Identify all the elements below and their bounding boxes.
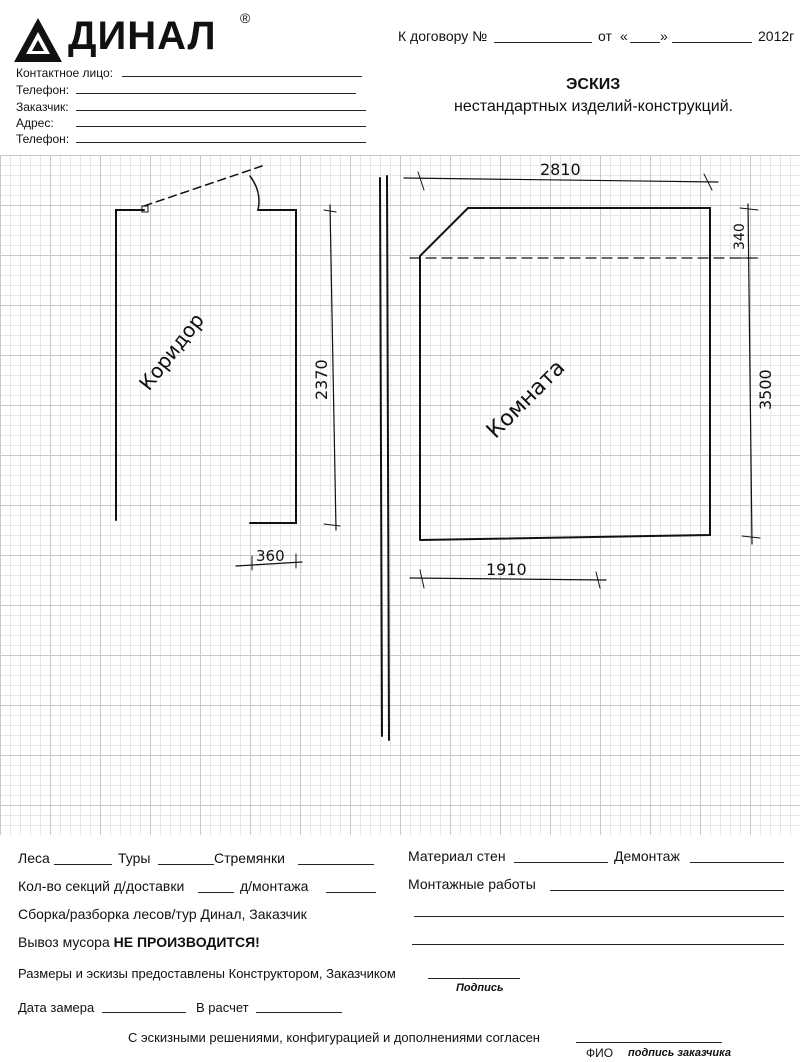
tury-line — [158, 864, 214, 865]
contact-person-label: Контактное лицо: — [16, 66, 113, 80]
trash-bold: НЕ ПРОИЗВОДИТСЯ! — [113, 934, 260, 950]
quote-open: « — [620, 28, 628, 44]
page-title: ЭСКИЗ — [566, 76, 621, 93]
corridor-label: Коридор — [134, 308, 209, 395]
signature-label: Подпись — [456, 982, 504, 994]
customer-label: Заказчик: — [16, 100, 69, 114]
sections-line — [198, 892, 234, 893]
fio-label: ФИО — [586, 1046, 614, 1060]
room-bottom-width-dim: 1910 — [486, 560, 527, 579]
extra-line-1 — [414, 916, 784, 917]
calc-line — [256, 1012, 342, 1013]
d-montazha-label: д/монтажа — [240, 878, 309, 894]
year: 2012г — [758, 28, 795, 44]
lesa-line — [54, 864, 112, 865]
contract-label: К договору № — [398, 28, 488, 44]
phone1-label: Телефон: — [16, 83, 70, 97]
tury-label: Туры — [118, 850, 151, 866]
phone2-label: Телефон: — [16, 132, 70, 146]
lesa-label: Леса — [18, 850, 50, 866]
address-label: Адрес: — [16, 116, 54, 130]
sizes-label: Размеры и эскизы предоставлены Конструктором, Заказчиком — [18, 966, 396, 981]
date-line — [102, 1012, 186, 1013]
d-montazha-line — [326, 892, 376, 893]
room-height-dim: 3500 — [756, 369, 775, 410]
montazh-works-line — [550, 890, 784, 891]
stremyanki-label: Стремянки — [214, 850, 285, 866]
page-subtitle: нестандартных изделий-конструкций. — [454, 98, 734, 115]
logo-text: ДИНАЛ — [68, 14, 217, 58]
assembly-label: Сборка/разборка лесов/тур Динал, Заказчик — [18, 906, 307, 922]
quote-close: » — [660, 28, 668, 44]
registered-mark: ® — [240, 10, 251, 26]
sizes-signature-line — [428, 978, 520, 979]
calc-label: В расчет — [196, 1000, 249, 1015]
demontazh-line — [690, 862, 784, 863]
material-label: Материал стен — [408, 848, 506, 864]
agreement-line — [576, 1042, 722, 1043]
corridor-width-dim: 360 — [256, 547, 285, 565]
material-line — [514, 862, 608, 863]
room-offset-dim: 340 — [732, 223, 748, 250]
client-signature-label: подпись заказчика — [628, 1047, 731, 1059]
extra-line-2 — [412, 944, 784, 945]
date-label: Дата замера — [18, 1000, 95, 1015]
sections-label: Кол-во секций д/доставки — [18, 878, 185, 894]
room-top-width-dim: 2810 — [540, 160, 581, 179]
trash-label — [18, 934, 260, 950]
montazh-works-label: Монтажные работы — [408, 876, 536, 892]
trash-prefix: Вывоз мусора — [18, 934, 110, 950]
agreement-label: С эскизными решениями, конфигурацией и дополнениями согласен — [128, 1030, 540, 1045]
room-label: Комната — [482, 355, 571, 444]
corridor-height-dim: 2370 — [312, 359, 331, 400]
demontazh-label: Демонтаж — [614, 848, 680, 864]
contract-from: от — [598, 28, 612, 44]
stremyanki-line — [298, 864, 374, 865]
